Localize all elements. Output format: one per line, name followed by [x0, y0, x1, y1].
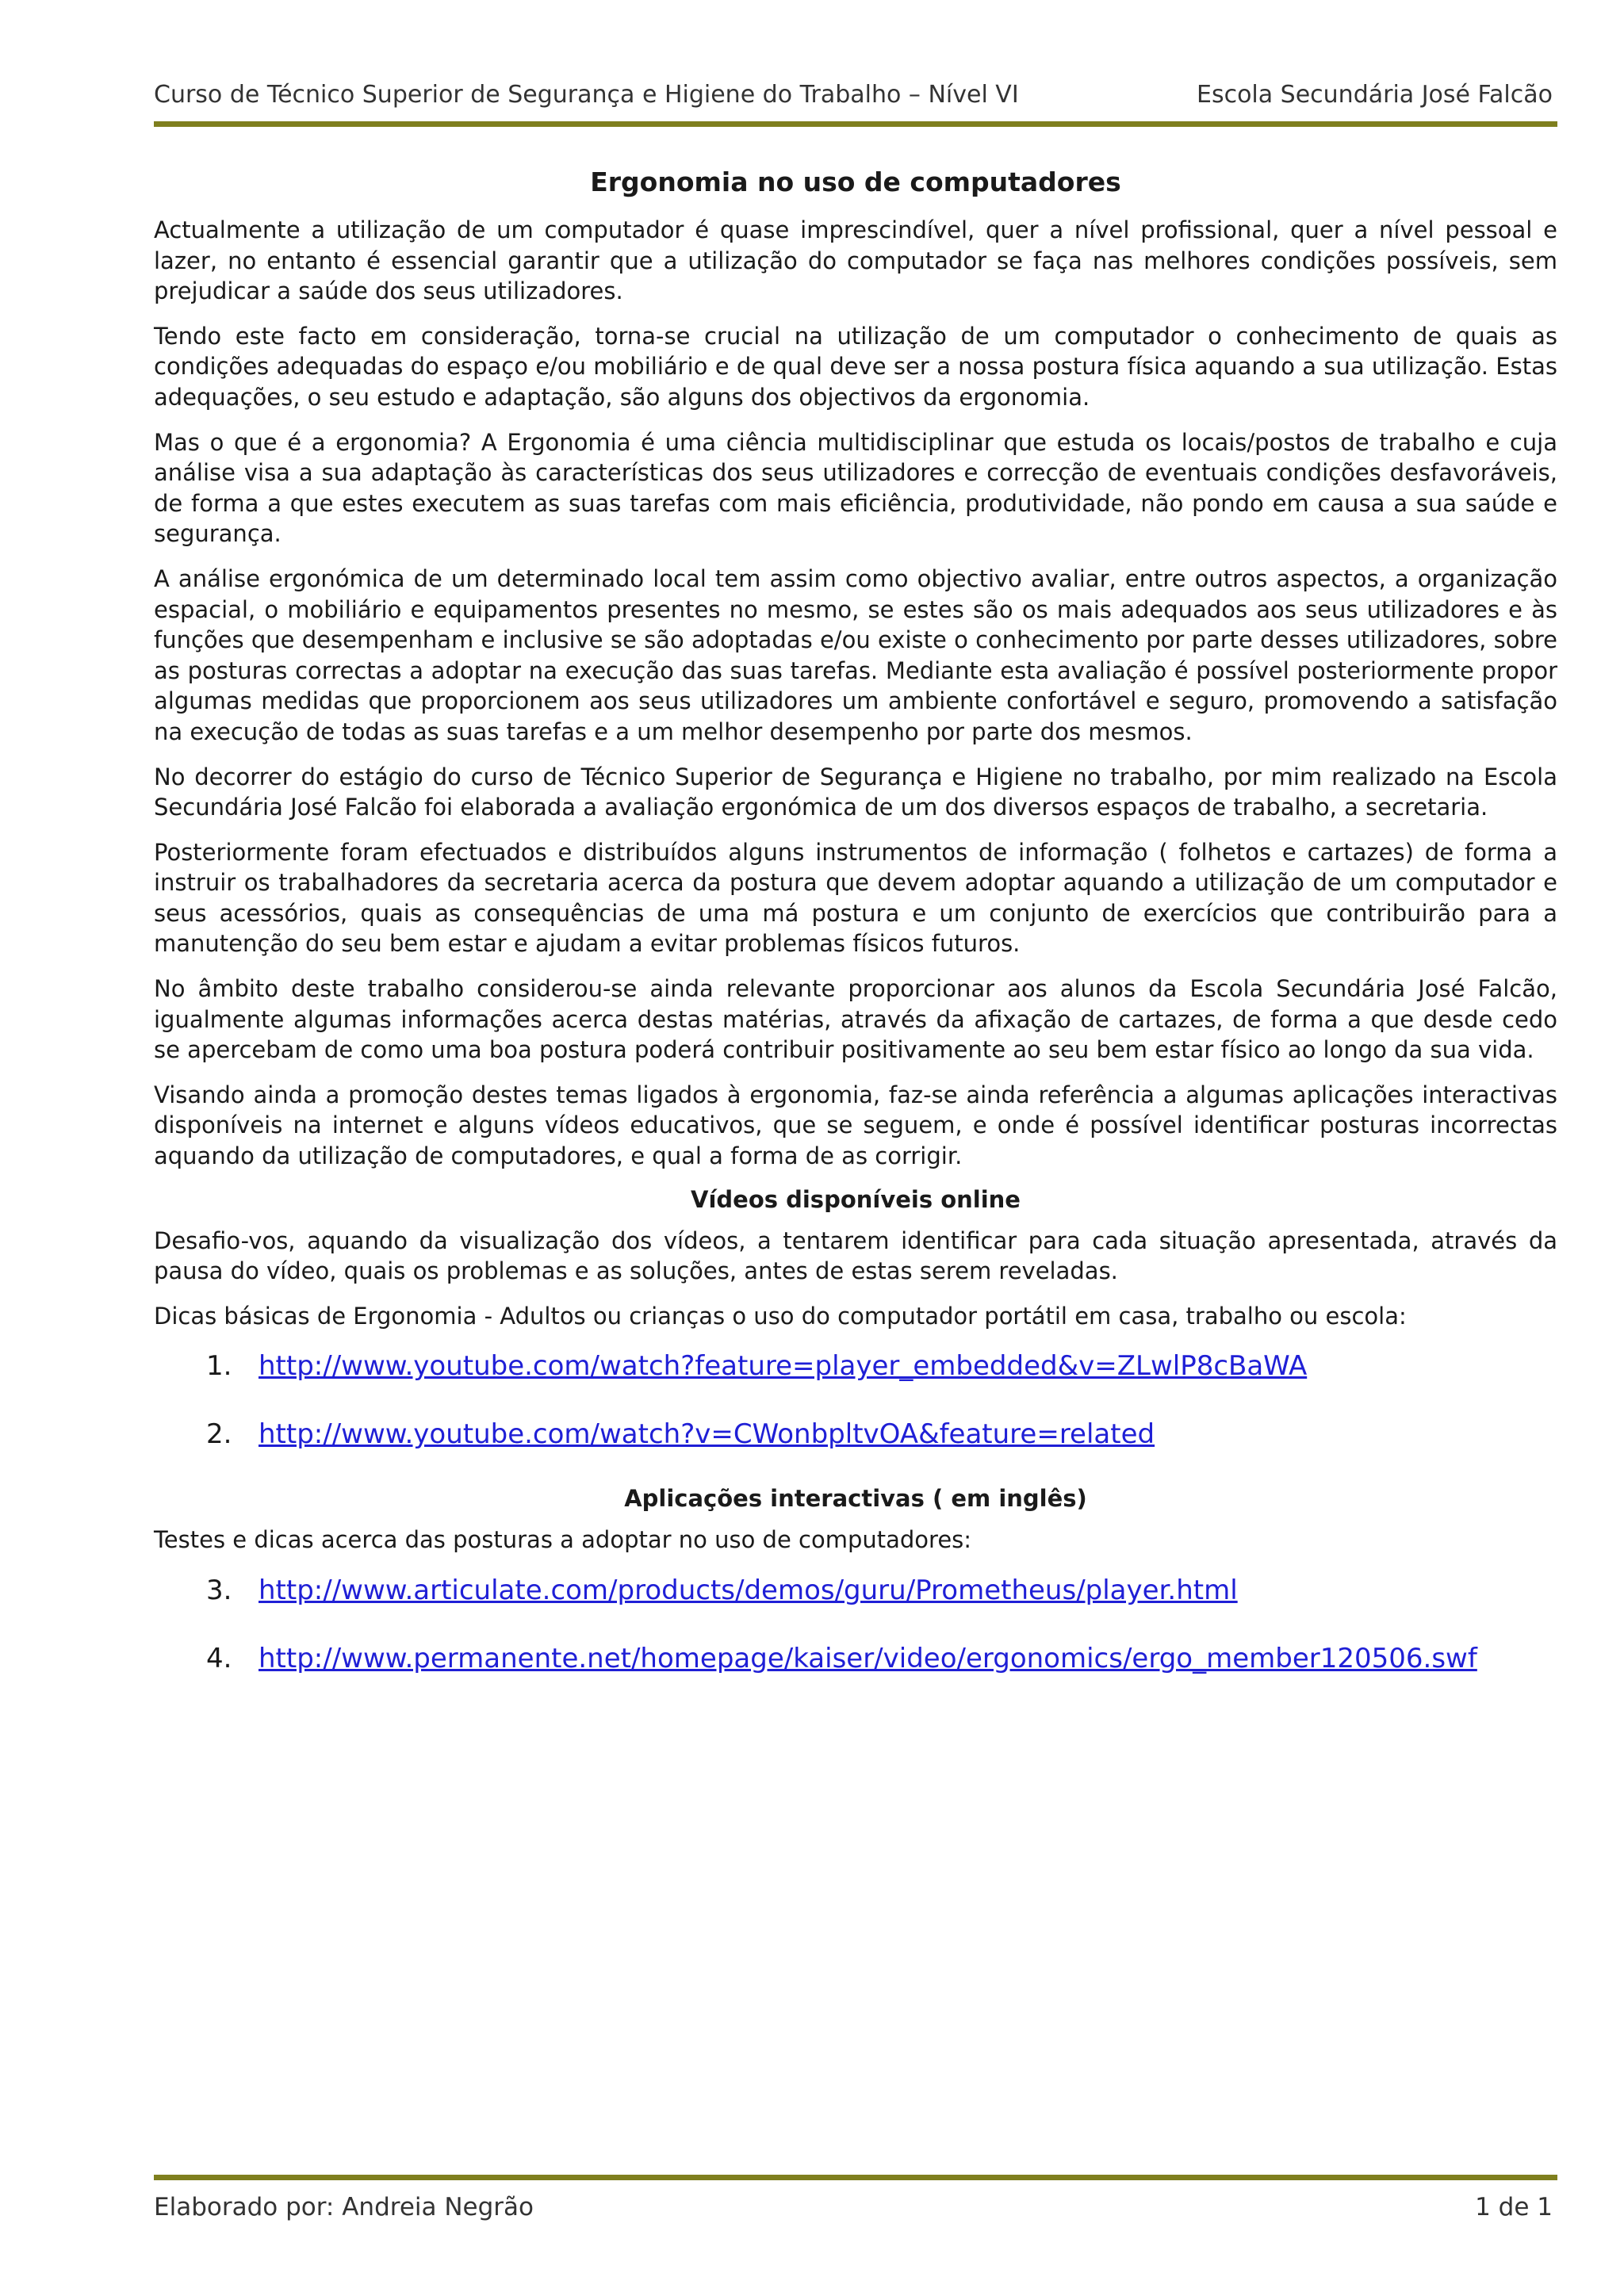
header-course: Curso de Técnico Superior de Segurança e Higiene do Trabalho – Nível VI	[154, 81, 1019, 109]
paragraph-8: Visando ainda a promoção destes temas ligados à ergonomia, faz-se ainda referência a algumas aplicações interactivas disponíveis na internet e alguns vídeos educativos, que se seguem, e onde é possível identificar posturas incorrectas aquando da utilização de computadores, e qual a forma de as corrigir.	[154, 1081, 1557, 1170]
app-links	[154, 1573, 1557, 1676]
list-number: 4.	[206, 1643, 232, 1674]
apps-intro: Testes e dicas acerca das posturas a adoptar no uso de computadores:	[154, 1526, 972, 1554]
videos-subtitle: Dicas básicas de Ergonomia - Adultos ou crianças o uso do computador portátil em casa, trabalho ou escola:	[154, 1302, 1407, 1330]
video-link-1[interactable]: http://www.youtube.com/watch?feature=player_embedded&v=ZLwlP8cBaWA	[259, 1350, 1308, 1383]
footer-rule	[154, 2175, 1557, 2180]
video-link-2[interactable]: http://www.youtube.com/watch?v=CWonbpltvOA&feature=related	[259, 1418, 1155, 1451]
list-item	[154, 1573, 1557, 1608]
paragraph-4: A análise ergonómica de um determinado local tem assim como objectivo avaliar, entre outros aspectos, a organização espacial, o mobiliário e equipamentos presentes no mesmo, se estes são os mais adequados aos seus utilizadores e às funções que desempenham e inclusive se são adoptadas e/ou existe o conhecimento por parte desses utilizadores, sobre as posturas correctas a adoptar na execução das suas tarefas. Mediante esta avaliação é possível posteriormente propor algumas medidas que proporcionem aos seus utilizadores um ambiente confortável e seguro, promovendo a satisfação na execução de todas as suas tarefas e a um melhor desempenho por parte dos mesmos.	[154, 564, 1557, 745]
page-header	[154, 81, 1553, 109]
videos-intro: Desafio-vos, aquando da visualização dos vídeos, a tentarem identificar para cada situação apresentada, através da pausa do vídeo, quais os problemas e as soluções, antes de estas serem reveladas.	[154, 1226, 1557, 1285]
app-link-4[interactable]: http://www.permanente.net/homepage/kaiser/video/ergonomics/ergo_member120506.swf	[259, 1643, 1477, 1674]
paragraph-5: No decorrer do estágio do curso de Técnico Superior de Segurança e Higiene no trabalho, por mim realizado na Escola Secundária José Falcão foi elaborada a avaliação ergonómica de um dos diversos espaços de trabalho, a secretaria.	[154, 763, 1557, 821]
paragraph-3: Mas o que é a ergonomia? A Ergonomia é uma ciência multidisciplinar que estuda os locais/postos de trabalho e cuja análise visa a sua adaptação às características dos seus utilizadores e correcção de eventuais condições desfavoráveis, de forma a que estes executem as suas tarefas com mais eficiência, produtividade, não pondo em causa a sua saúde e segurança.	[154, 428, 1557, 548]
page-number: 1 de 1	[1475, 2193, 1553, 2221]
header-school: Escola Secundária José Falcão	[1196, 81, 1553, 109]
app-link-3[interactable]: http://www.articulate.com/products/demos/guru/Prometheus/player.html	[259, 1575, 1238, 1606]
list-number: 2.	[206, 1418, 232, 1451]
video-links	[154, 1349, 1557, 1452]
paragraph-2: Tendo este facto em consideração, torna-se crucial na utilização de um computador o conhecimento de quais as condições adequadas do espaço e/ou mobiliário e de qual deve ser a nossa postura física aquando a sua utilização. Estas adequações, o seu estudo e adaptação, são alguns dos objectivos da ergonomia.	[154, 322, 1557, 411]
list-item	[154, 1417, 1557, 1452]
paragraph-7: No âmbito deste trabalho considerou-se ainda relevante proporcionar aos alunos da Escola Secundária José Falcão, igualmente algumas informações acerca destas matérias, através da afixação de cartazes, de forma a que desde cedo se apercebam de como uma boa postura poderá contribuir positivamente ao seu bem estar físico ao longo da sua vida.	[154, 975, 1557, 1064]
videos-heading: Vídeos disponíveis online	[691, 1185, 1021, 1213]
document-body	[154, 166, 1557, 1709]
apps-heading: Aplicações interactivas ( em inglês)	[624, 1485, 1087, 1513]
list-number: 3.	[206, 1575, 232, 1606]
footer-author: Elaborado por: Andreia Negrão	[154, 2193, 534, 2221]
list-number: 1.	[206, 1350, 232, 1383]
header-rule	[154, 121, 1557, 127]
list-item	[154, 1349, 1557, 1383]
paragraph-1: Actualmente a utilização de um computador é quase imprescindível, quer a nível profissional, quer a nível pessoal e lazer, no entanto é essencial garantir que a utilização do computador se faça nas melhores condições possíveis, sem prejudicar a saúde dos seus utilizadores.	[154, 216, 1557, 305]
page-footer	[154, 2193, 1553, 2221]
paragraph-6: Posteriormente foram efectuados e distribuídos alguns instrumentos de informação ( folhetos e cartazes) de forma a instruir os trabalhadores da secretaria acerca da postura que devem adoptar aquando a utilização de um computador e seus acessórios, quais as consequências de uma má postura e um conjunto de exercícios que contribuirão para a manutenção do seu bem estar e ajudam a evitar problemas físicos futuros.	[154, 838, 1557, 958]
list-item	[154, 1641, 1557, 1676]
document-title: Ergonomia no uso de computadores	[590, 166, 1121, 197]
